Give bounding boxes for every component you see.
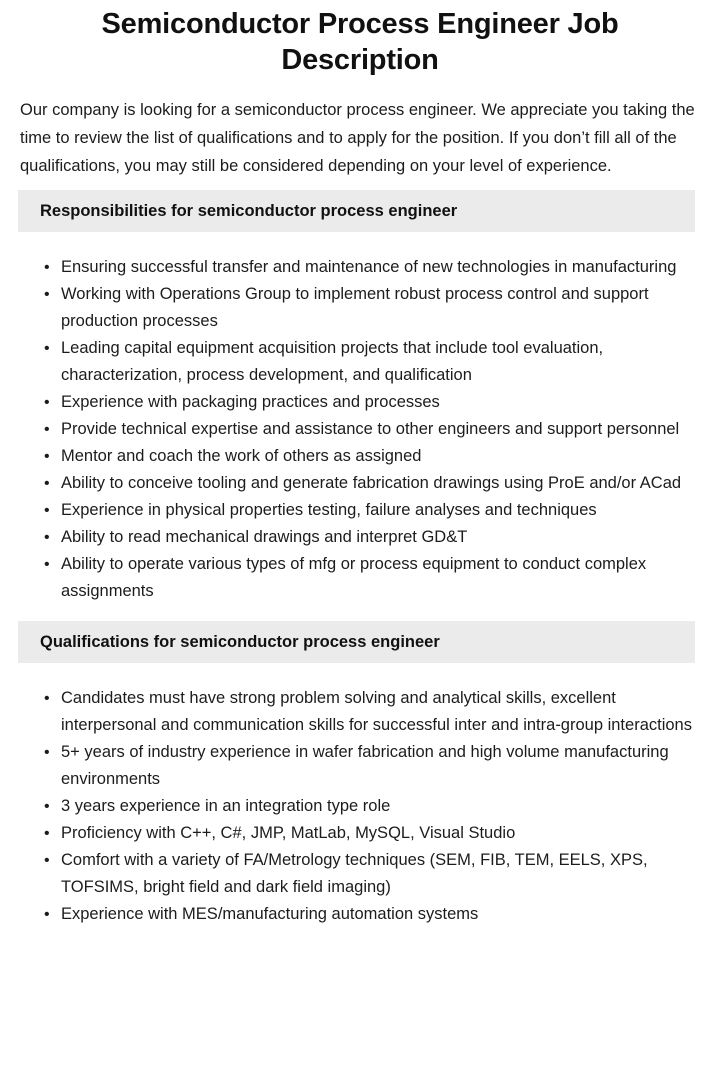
list-item: • Mentor and coach the work of others as assigned [61, 443, 695, 470]
page-title: Semiconductor Process Engineer Job Description [101, 8, 619, 76]
list-item: • Proficiency with C++, C#, JMP, MatLab, MySQL, Visual Studio [61, 820, 695, 847]
list-item: • Leading capital equipment acquisition projects that include tool evaluation, characterization, process development, and qualification [61, 335, 695, 389]
qualifications-list [0, 685, 695, 928]
list-item: • Experience with packaging practices and processes [61, 389, 695, 416]
list-item: • 3 years experience in an integration type role [61, 793, 695, 820]
qualifications-section-heading: Qualifications for semiconductor process engineer [18, 621, 695, 663]
list-item: • Experience in physical properties testing, failure analyses and techniques [61, 497, 695, 524]
intro-paragraph: Our company is looking for a semiconductor process engineer. We appreciate you taking the time to review the list of qualifications and to apply for the position. If you don’t fill all of the qualifications, you may still be considered depending on your level of experience. [20, 101, 695, 175]
list-item: • Provide technical expertise and assistance to other engineers and support personnel [61, 416, 695, 443]
list-item: • 5+ years of industry experience in wafer fabrication and high volume manufacturing environments [61, 739, 695, 793]
responsibilities-list [0, 254, 695, 605]
list-item: • Ability to read mechanical drawings and interpret GD&T [61, 524, 695, 551]
list-item: • Working with Operations Group to implement robust process control and support production processes [61, 281, 695, 335]
list-item: • Comfort with a variety of FA/Metrology techniques (SEM, FIB, TEM, EELS, XPS, TOFSIMS, bright field and dark field imaging) [61, 847, 695, 901]
list-item: • Candidates must have strong problem solving and analytical skills, excellent interpersonal and communication skills for successful inter and intra-group interactions [61, 685, 695, 739]
list-item: • Ensuring successful transfer and maintenance of new technologies in manufacturing [61, 254, 695, 281]
responsibilities-section-heading: Responsibilities for semiconductor process engineer [18, 190, 695, 232]
list-item: • Ability to conceive tooling and generate fabrication drawings using ProE and/or ACad [61, 470, 695, 497]
list-item: • Experience with MES/manufacturing automation systems [61, 901, 695, 928]
list-item: • Ability to operate various types of mfg or process equipment to conduct complex assignments [61, 551, 695, 605]
